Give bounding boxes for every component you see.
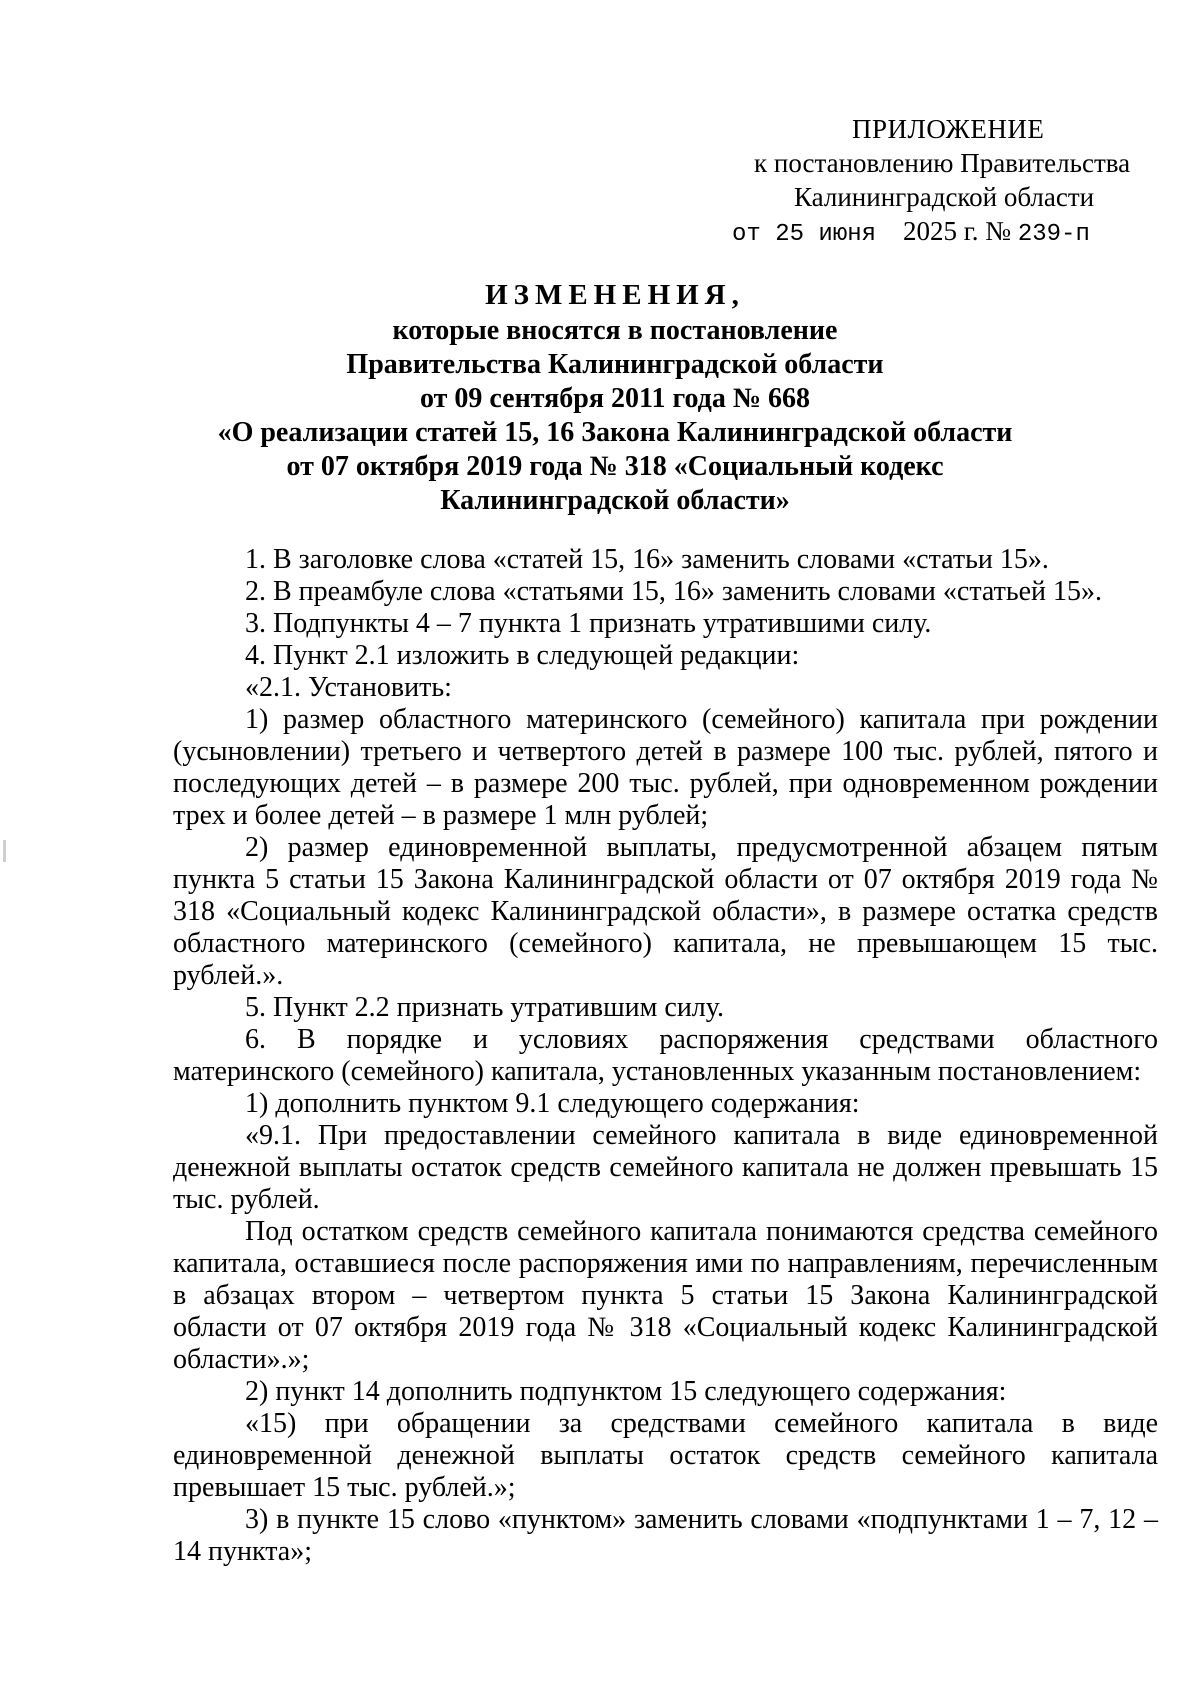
quoted-remainder-definition: Под остатком средств семейного капитала понимаются средства семейного капитала, оставшиеся после распоряжения ими по направлениям, перечисленным в абзацах втором – четвертом пункта 5 статьи 15 Закона Калининградской области от 07 октября 2019 года № 318 «Социальный кодекс Калининградской области».»;: [173, 1216, 1158, 1375]
quoted-subpoint-15: «15) при обращении за средствами семейного капитала в виде единовременной денежной выплаты остаток средств семейного капитала превышает 15 тыс. рублей.»;: [173, 1408, 1158, 1503]
title-line: Правительства Калининградской области: [346, 349, 884, 380]
appendix-year: 2025 г. №: [903, 216, 1012, 246]
subparagraph-6-3: 3) в пункте 15 слово «пунктом» заменить словами «подпунктами 1 – 7, 12 – 14 пункта»;: [173, 1504, 1158, 1567]
paragraph-5: 5. Пункт 2.2 признать утратившим силу.: [245, 992, 724, 1023]
scan-edge-mark: [3, 840, 6, 862]
paragraph-6: 6. В порядке и условиях распоряжения средствами областного материнского (семейного) капитала, установленных указанным постановлением:: [173, 1024, 1158, 1087]
subparagraph-4-2: 2) размер единовременной выплаты, предусмотренной абзацем пятым пункта 5 статьи 15 Закона Калининградской области от 07 октября 2019 года № 318 «Социальный кодекс Калининградской области», в размере остатка средств областного материнского (семейного) капитала, не превышающем 15 тыс. рублей.».: [173, 832, 1158, 991]
paragraph-4-quote-start: «2.1. Установить:: [245, 672, 452, 703]
title-line: «О реализации статей 15, 16 Закона Калининградской области: [217, 417, 1013, 448]
appendix-date-line: [720, 214, 1140, 252]
paragraph-1: 1. В заголовке слова «статей 15, 16» заменить словами «статьи 15».: [245, 544, 1049, 575]
quoted-point-9-1: «9.1. При предоставлении семейного капитала в виде единовременной денежной выплаты остаток средств семейного капитала не должен превышать 15 тыс. рублей.: [173, 1120, 1158, 1215]
title-line: от 07 октября 2019 года № 318 «Социальный кодекс: [286, 451, 944, 482]
appendix-region-line: Калининградской области: [794, 182, 1095, 212]
subparagraph-4-1: 1) размер областного материнского (семейного) капитала при рождении (усыновлении) третьего и четвертого детей в размере 100 тыс. рублей, пятого и последующих детей – в размере 200 тыс. рублей, при одновременном рождении трех и более детей – в размере 1 млн рублей;: [173, 704, 1158, 831]
paragraph-3: 3. Подпункты 4 – 7 пункта 1 признать утратившими силу.: [245, 608, 932, 639]
appendix-date: от 25 июня: [732, 221, 877, 248]
title-line: Калининградской области»: [440, 485, 790, 516]
title-heading: ИЗМЕНЕНИЯ,: [485, 279, 745, 311]
appendix-resolution-line: к постановлению Правительства: [754, 148, 1131, 178]
subparagraph-6-1: 1) дополнить пунктом 9.1 следующего содержания:: [245, 1088, 860, 1119]
appendix-number: 239-п: [1017, 221, 1090, 248]
paragraph-2: 2. В преамбуле слова «статьями 15, 16» заменить словами «статьей 15».: [245, 576, 1103, 607]
appendix-header: [720, 112, 1140, 252]
title-line: которые вносятся в постановление: [392, 315, 838, 346]
title-line: от 09 сентября 2011 года № 668: [420, 383, 810, 414]
paragraph-4: 4. Пункт 2.1 изложить в следующей редакции:: [245, 640, 800, 671]
document-title: [150, 278, 1080, 518]
appendix-label: ПРИЛОЖЕНИЕ: [852, 114, 1045, 144]
document-body: [173, 544, 1158, 1568]
subparagraph-6-2: 2) пункт 14 дополнить подпунктом 15 следующего содержания:: [245, 1376, 1007, 1407]
